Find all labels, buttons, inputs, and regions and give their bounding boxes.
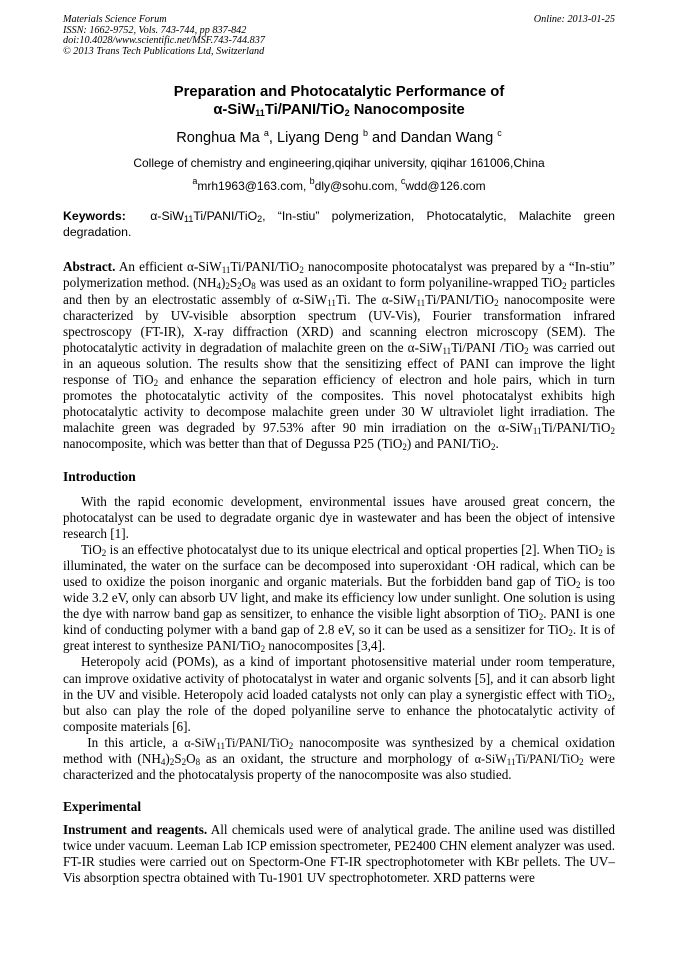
introduction-heading: Introduction [63, 468, 136, 484]
title-line-1: Preparation and Photocatalytic Performance of [173, 84, 505, 101]
intro-paragraph-3: Heteropoly acid (POMs), as a kind of important photosensitive material under room temperature, can improve oxidative activity of photocatalyst in water and organic solvents [5], and it can absorb light in the UV and visible. Heteropoly acid loaded catalysts not only can play a synergistic effect with TiO$_2$, but also can play the role of the doped polyaniline serve to enhance the photocatalytic activity of composite materials [6]. [63, 654, 615, 734]
keywords: Keywords: α-SiW$_{11}$Ti/PANI/TiO$_2$, “In-stiu” polymerization, Photocatalytic, Malachite green degradation. [63, 209, 615, 239]
intro-paragraph-1: With the rapid economic development, environmental issues have aroused great concern, the photocatalyst can be used to degradate organic dye in wastewater and has been the object of intensive research [1]. [63, 493, 615, 541]
author-2: Liyang Deng [276, 130, 359, 147]
author-1: Ronghua Ma [176, 130, 260, 147]
doi-line: doi:10.4028/www.scientific.net/MSF.743-744.837 [63, 35, 265, 47]
intro-paragraph-2: TiO$_2$ is an effective photocatalyst due to its unique electrical and optical properties [2]. When TiO$_2$ is illuminated, the water on the surface can be decomposed into superoxidant ·OH radical, which can be used to oxidize the poison inorganic and organic materials. But the forbidden band gap of TiO$_2$ is too wide 3.2 eV, only can absorb UV light, and make its efficiency low under sunlight. One solution is using the dye with narrow band gap as sensitizer, to enhance the visible light absorption of TiO$_2$. PANI is one kind of conducting polymer with a band gap of 2.8 eV, so it can be used as a sensitizer for TiO$_2$. It is of great interest to synthesize PANI/TiO$_2$ nanocomposites [3,4]. [63, 541, 616, 655]
title-line-2: α-SiW$_{11}$Ti/PANI/TiO$_2$ Nanocomposite [213, 102, 465, 119]
paper-page [63, 15, 615, 887]
intro-paragraph-4: In this article, a α-SiW$_{11}$Ti/PANI/TiO$_2$ nanocomposite was synthesized by a chemical oxidation method with $(NH_4)_2S_2O_8$ as an oxidant, the structure and morphology of α-SiW$_{11}$Ti/PANI/TiO$_2$ were characterized and the photocatalysis property of the nanocomposite was also studied. [63, 734, 616, 783]
author-3: Dandan Wang [400, 130, 494, 147]
email-1[interactable]: mrh1963@163.com [197, 179, 303, 194]
author-emails: $^a$mrh1963@163.com, $^b$dly@sohu.com, $^c$wdd@126.com [192, 176, 486, 194]
keywords-label: Keywords: [63, 209, 126, 224]
affiliation: College of chemistry and engineering,qiqihar university, qiqihar 161006,China [133, 156, 545, 171]
experimental-paragraph: Instrument and reagents. All chemicals used were of analytical grade. The aniline used was distilled twice under vacuum. Leeman Lab ICP emission spectrometer, PE2400 CHN element analyzer was used. FT-IR studies were carried out on Spectorm-One FT-IR spectrophotometer with KBr pellets. The UV–Vis absorption spectra obtained with Tu-1901 UV spectrophotometer. XRD patterns were [63, 822, 616, 886]
paper-title [63, 83, 615, 119]
copyright-line: © 2013 Trans Tech Publications Ltd, Switzerland [63, 45, 265, 57]
author-list: Ronghua Ma $^a$, Liyang Deng $^b$ and Dandan Wang $^c$ [176, 128, 502, 147]
abstract: Abstract. An efficient α-SiW$_{11}$Ti/PANI/TiO$_2$ nanocomposite photocatalyst was prepared by a “In-stiu” polymerization method. $(NH_4)_2S_2O_8$ was used as an oxidant to form polyaniline-wrapped TiO$_2$ particles and then by an electrostatic assembly of α-SiW$_{11}$Ti. The α-SiW$_{11}$Ti/PANI/TiO$_2$ nanocomposite were characterized by UV-visible absorption spectrum (UV-Vis), Fourier transformation infrared spectroscopy (FT-IR), X-ray diffraction (XRD) and scanning electron microscopy (SEM). The photocatalytic activity in degradation of malachite green on the α-SiW$_{11}$Ti/PANI /TiO$_2$ was carried out in an aqueous solution. The results show that the sensitizing effect of PANI can improve the light response of TiO$_2$ and enhance the separation efficiency of electron and hole pairs, which in turn promotes the photocatalytic activity of the composites. This novel photocatalyst exhibits high photocatalytic activity to decompose malachite green under 30 W ultraviolet light irradiation. The malachite green was degraded by 97.53% after 90 min irradiation on the α-SiW$_{11}$Ti/PANI/TiO$_2$ nanocomposite, which was better than that of Degussa P25 (TiO$_2$) and PANI/TiO$_2$. [63, 259, 616, 453]
issn-line: ISSN: 1662-9752, Vols. 743-744, pp 837-842 [63, 24, 247, 36]
email-3[interactable]: wdd@126.com [405, 179, 486, 194]
journal-name: Materials Science Forum [63, 14, 167, 25]
experimental-heading: Experimental [63, 799, 142, 815]
online-date: Online: 2013-01-25 [533, 14, 615, 25]
email-2[interactable]: dly@sohu.com [314, 179, 395, 194]
journal-header [63, 15, 615, 57]
instrument-label: Instrument and reagents. [63, 822, 208, 838]
abstract-label: Abstract. [63, 259, 116, 275]
